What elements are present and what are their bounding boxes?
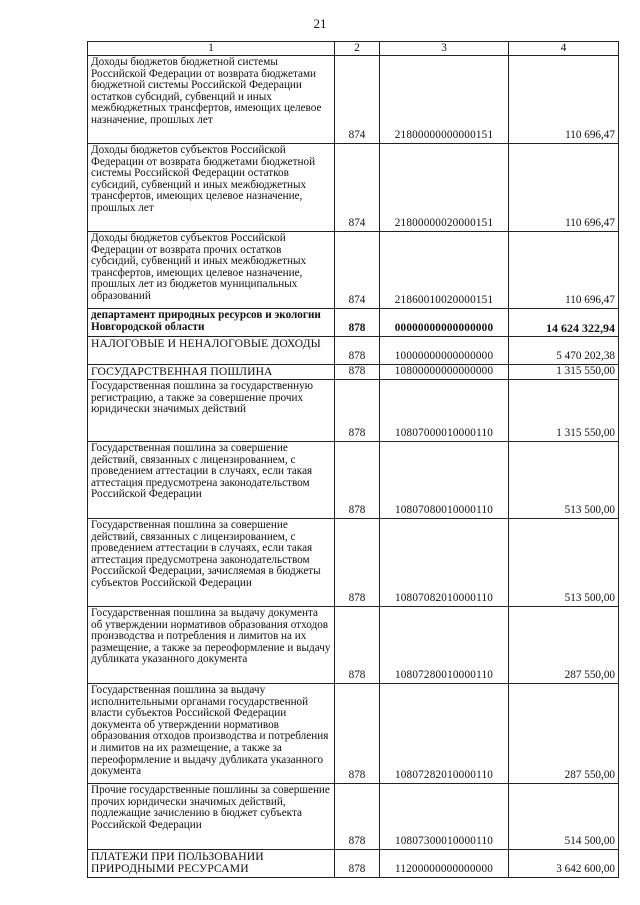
row-admin-code: 874 (335, 144, 380, 232)
row-kbk-code: 10807000010000110 (380, 380, 509, 442)
row-description: Прочие государственные пошлины за совершение прочих юридически значимых действий, подлежащие зачислению в бюджет субъекта Российской Федерации (88, 784, 335, 850)
header-col-4: 4 (509, 42, 619, 56)
header-col-2: 2 (335, 42, 380, 56)
page-number: 21 (313, 16, 327, 31)
row-description: Государственная пошлина за выдачу исполнительными органами государственной власти субъектов Российской Федерации документа об утверждении нормативов образования отходов производства и потребления и лимитов на их размещение, а также за переоформление и выдачу дубликата указанного документа (88, 684, 335, 784)
row-amount: 1 315 550,00 (509, 365, 619, 380)
row-description: Государственная пошлина за совершение действий, связанных с лицензированием, с проведением аттестации в случаях, если такая аттестация предусмотрена законодательством Российской Федерации, зачисляемая в бюджеты субъектов Российской Федерации (88, 519, 335, 607)
table-row (88, 309, 619, 337)
row-description: департамент природных ресурсов и экологии Новгородской области (88, 309, 335, 337)
row-admin-code: 878 (335, 365, 380, 380)
row-description: Доходы бюджетов субъектов Российской Федерации от возврата бюджетами бюджетной системы Российской Федерации остатков субсидий, субвенций и иных межбюджетных трансфертов, имеющих целевое назначение, прошлых лет (88, 144, 335, 232)
header-col-3: 3 (380, 42, 509, 56)
row-kbk-code: 21800000000000151 (380, 56, 509, 144)
row-amount: 3 642 600,00 (509, 850, 619, 878)
revenue-table (87, 41, 619, 878)
row-description: Государственная пошлина за выдачу документа об утверждении нормативов образования отходов производства и потребления и лимитов на их размещение, а также за переоформление и выдачу дубликата указанного документа (88, 607, 335, 684)
table-row (88, 607, 619, 684)
row-admin-code: 878 (335, 519, 380, 607)
table-row (88, 232, 619, 309)
row-amount: 14 624 322,94 (509, 309, 619, 337)
table-row (88, 784, 619, 850)
table-row (88, 442, 619, 519)
row-amount: 5 470 202,38 (509, 337, 619, 365)
row-amount: 1 315 550,00 (509, 380, 619, 442)
row-amount: 110 696,47 (509, 232, 619, 309)
row-amount: 110 696,47 (509, 56, 619, 144)
row-description: НАЛОГОВЫЕ И НЕНАЛОГОВЫЕ ДОХОДЫ (88, 337, 335, 365)
header-col-1: 1 (88, 42, 335, 56)
row-amount: 513 500,00 (509, 519, 619, 607)
row-description: ПЛАТЕЖИ ПРИ ПОЛЬЗОВАНИИ ПРИРОДНЫМИ РЕСУРСАМИ (88, 850, 335, 878)
row-description: Государственная пошлина за совершение действий, связанных с лицензированием, с проведением аттестации в случаях, если такая аттестация предусмотрена законодательством Российской Федерации (88, 442, 335, 519)
row-admin-code: 874 (335, 232, 380, 309)
row-amount: 514 500,00 (509, 784, 619, 850)
row-kbk-code: 21800000020000151 (380, 144, 509, 232)
row-kbk-code: 10807082010000110 (380, 519, 509, 607)
row-admin-code: 878 (335, 442, 380, 519)
row-admin-code: 878 (335, 607, 380, 684)
row-admin-code: 874 (335, 56, 380, 144)
row-amount: 287 550,00 (509, 607, 619, 684)
row-admin-code: 878 (335, 337, 380, 365)
row-amount: 287 550,00 (509, 684, 619, 784)
row-amount: 110 696,47 (509, 144, 619, 232)
row-admin-code: 878 (335, 684, 380, 784)
table-row (88, 365, 619, 380)
row-kbk-code: 21860010020000151 (380, 232, 509, 309)
row-kbk-code: 10800000000000000 (380, 365, 509, 380)
row-description: Доходы бюджетов бюджетной системы Российской Федерации от возврата бюджетами бюджетной системы Российской Федерации остатков субсидий, субвенций и иных межбюджетных трансфертов, имеющих целевое назначение, прошлых лет (88, 56, 335, 144)
row-description: Государственная пошлина за государственную регистрацию, а также за совершение прочих юридически значимых действий (88, 380, 335, 442)
table-row (88, 380, 619, 442)
row-kbk-code: 10807282010000110 (380, 684, 509, 784)
table-row (88, 850, 619, 878)
row-description: Доходы бюджетов субъектов Российской Федерации от возврата прочих остатков субсидий, субвенций и иных межбюджетных трансфертов, имеющих целевое назначение, прошлых лет из бюджетов муниципальных образований (88, 232, 335, 309)
row-admin-code: 878 (335, 784, 380, 850)
row-kbk-code: 10807300010000110 (380, 784, 509, 850)
table-row (88, 519, 619, 607)
table-header-row (88, 42, 619, 56)
row-admin-code: 878 (335, 850, 380, 878)
row-kbk-code: 00000000000000000 (380, 309, 509, 337)
row-amount: 513 500,00 (509, 442, 619, 519)
row-admin-code: 878 (335, 380, 380, 442)
table-row (88, 56, 619, 144)
row-admin-code: 878 (335, 309, 380, 337)
table-row (88, 684, 619, 784)
row-kbk-code: 10807280010000110 (380, 607, 509, 684)
row-kbk-code: 11200000000000000 (380, 850, 509, 878)
table-row (88, 337, 619, 365)
row-description: ГОСУДАРСТВЕННАЯ ПОШЛИНА (88, 365, 335, 380)
row-kbk-code: 10000000000000000 (380, 337, 509, 365)
table-row (88, 144, 619, 232)
row-kbk-code: 10807080010000110 (380, 442, 509, 519)
